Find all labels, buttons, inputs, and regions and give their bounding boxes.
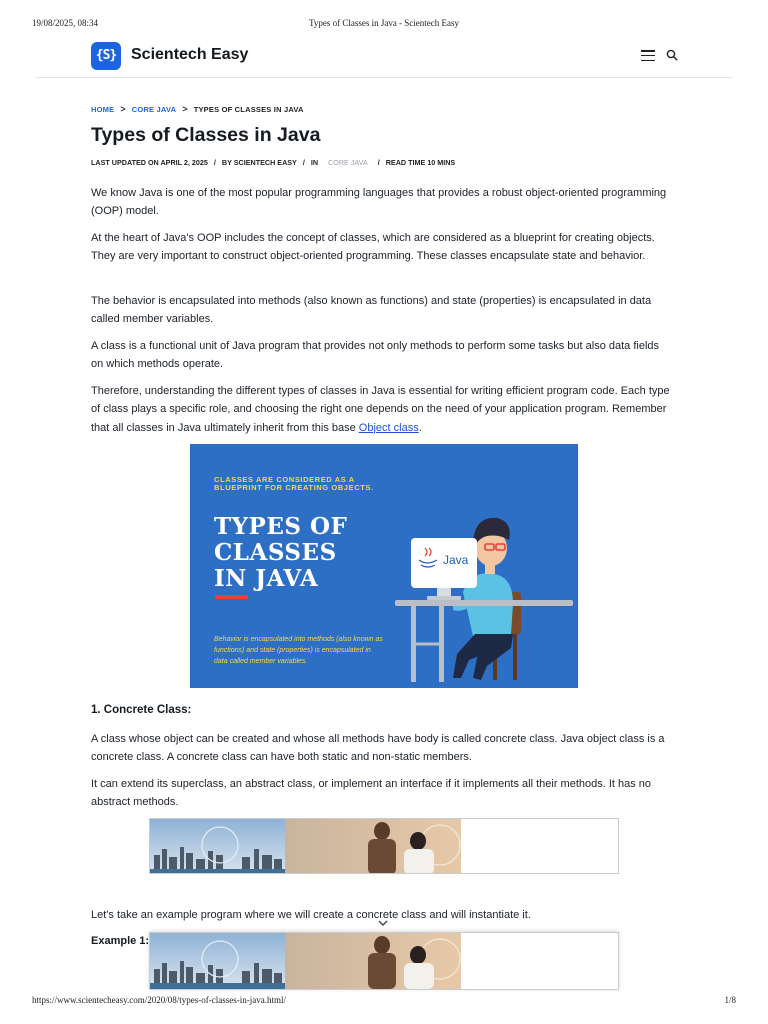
paragraph-text: Therefore, understanding the different types of classes in Java is essential for writing efficient program code. Each type of class plays a specific role, and choosing the right one depends on the need of your application program. Remember that all classes in Java ultimately inherit from this base (91, 385, 670, 434)
advertisement-banner[interactable] (149, 818, 619, 874)
article-paragraph: At the heart of Java's OOP includes the concept of classes, which are considered as a blueprint for creating objects. They are very important to construct object-oriented programming. These classes encapsulate state and behavior. (91, 232, 655, 263)
meta-updated: LAST UPDATED ON APRIL 2, 2025 (91, 158, 208, 167)
article-meta (91, 158, 455, 167)
print-title: Types of Classes in Java - Scientech Easy (308, 18, 460, 28)
chevron-down-icon[interactable] (377, 919, 389, 927)
site-name[interactable]: Scientech Easy (131, 46, 249, 63)
meta-separator: / (377, 158, 380, 167)
search-icon[interactable] (666, 49, 678, 61)
breadcrumb-separator: > (120, 104, 126, 114)
hamburger-menu-icon[interactable] (641, 50, 655, 62)
breadcrumb (91, 104, 304, 114)
monitor-java-label: Java (443, 553, 469, 567)
developer-at-computer-illustration (395, 494, 575, 684)
site-logo-badge[interactable]: {S} (91, 42, 121, 70)
article-paragraph: The behavior is encapsulated into methods (also known as functions) and state (properties) is encapsulated in data called member variables. (91, 295, 652, 326)
article-paragraph: A class whose object can be created and whose all methods have body is called concrete class. Java object class is a concrete class. A concrete class can have both static and non-static members. (91, 733, 665, 764)
print-url: https://www.scientecheasy.com/2020/08/types-of-classes-in-java.html/ (32, 995, 287, 1005)
hero-title-line: CLASSES (214, 539, 337, 566)
page-title: Types of Classes in Java (91, 124, 321, 146)
example-label: Example 1: (91, 935, 150, 947)
section-heading-concrete-class: 1. Concrete Class: (91, 704, 192, 716)
hero-note: Behavior is encapsulated into methods (also known as functions) and state (properties) is encapsulated in data called member variables. (214, 636, 383, 665)
ad-image (150, 933, 461, 989)
print-page-number: 1/8 (724, 995, 736, 1005)
meta-author[interactable]: BY SCIENTECH EASY (221, 158, 297, 167)
ad-image (150, 819, 461, 874)
breadcrumb-separator: > (182, 104, 188, 114)
article-paragraph: Let's take an example program where we will create a concrete class and will instantiate it. (91, 909, 531, 921)
hero-title-line: IN JAVA (214, 565, 319, 592)
hero-accent-bar (215, 595, 248, 599)
breadcrumb-current: TYPES OF CLASSES IN JAVA (193, 104, 304, 114)
object-class-link[interactable]: Object class (358, 421, 419, 434)
meta-in: IN (310, 158, 319, 167)
meta-separator: / (213, 158, 216, 167)
hero-title-line: TYPES OF (214, 513, 348, 540)
hero-title (214, 514, 394, 592)
hero-image (190, 444, 578, 688)
breadcrumb-core-java[interactable]: CORE JAVA (131, 104, 177, 114)
article-paragraph: It can extend its superclass, an abstract class, or implement an interface if it implements all their methods. It has no abstract methods. (91, 778, 652, 809)
article-paragraph: We know Java is one of the most popular programming languages that provides a robust object-oriented programming (OOP) model. (91, 187, 667, 218)
meta-separator: / (302, 158, 305, 167)
hero-tagline: CLASSES ARE CONSIDERED AS A BLUEPRINT FOR CREATING OBJECTS. (214, 475, 374, 492)
meta-category-link[interactable]: CORE JAVA (328, 158, 368, 167)
breadcrumb-home[interactable]: HOME (91, 104, 115, 114)
site-header (36, 38, 732, 78)
sticky-advertisement-banner[interactable] (149, 932, 619, 990)
meta-read-time: READ TIME 10 MINS (385, 158, 456, 167)
article-paragraph (91, 382, 671, 437)
paragraph-end: . (418, 421, 422, 434)
print-date: 19/08/2025, 08:34 (32, 18, 99, 28)
article-paragraph: A class is a functional unit of Java program that provides not only methods to perform some tasks but also data fields on which methods operate. (91, 340, 660, 371)
